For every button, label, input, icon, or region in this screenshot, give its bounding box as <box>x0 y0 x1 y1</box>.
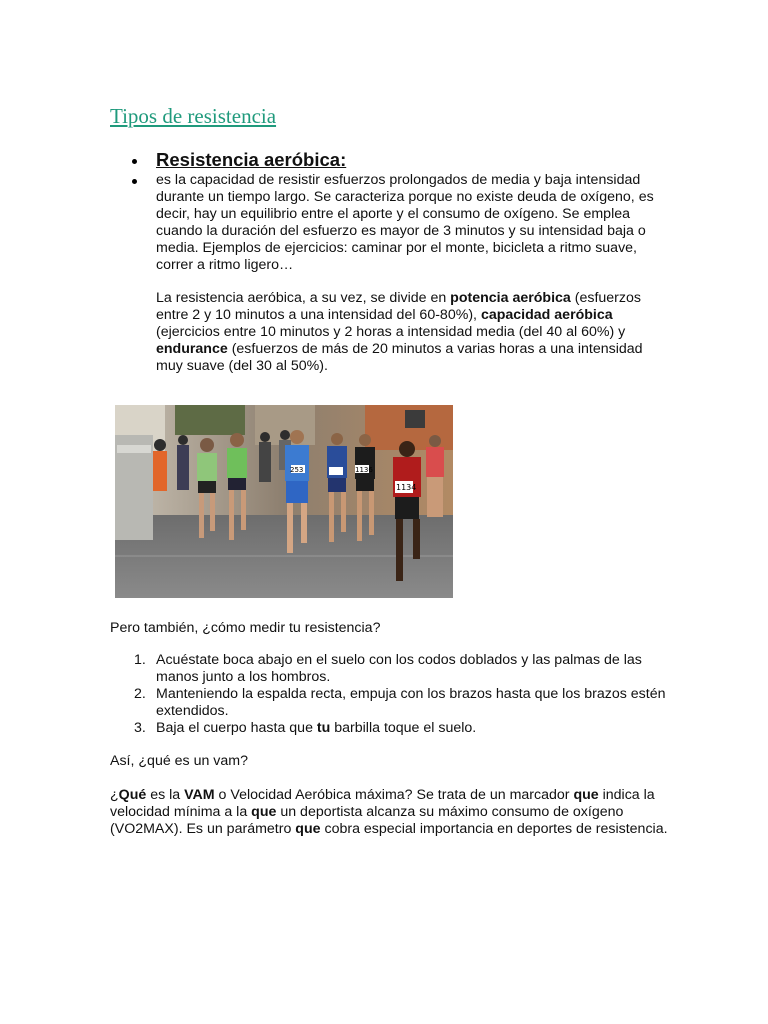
text-run: indica la velocidad mínima a la <box>110 787 655 820</box>
text-run: (esfuerzos de más de 20 minutos a varias horas a una intensidad muy suave (del 30 al 50%). <box>156 341 643 374</box>
step-item <box>110 652 670 686</box>
text-run: La resistencia aeróbica, a su vez, se divide en <box>156 290 451 307</box>
step-text: barbilla toque el suelo. <box>330 719 477 736</box>
steps-list <box>110 652 670 737</box>
step-number: 3. <box>134 719 146 736</box>
bib-number: 1136 <box>355 466 373 474</box>
bold-run: VAM <box>184 787 215 803</box>
text-run: un deportista alcanza su máximo consumo de oxígeno (VO2MAX). Es un parámetro <box>110 803 624 837</box>
bold-run: capacidad aeróbica <box>480 307 613 324</box>
bib-number: 253 <box>290 466 304 474</box>
page-title: Tipos de resistencia <box>110 104 277 128</box>
question-measure: Pero también, ¿cómo medir tu resistencia? <box>110 620 381 636</box>
step-text: Acuéstate boca abajo en el suelo con los codos doblados y las palmas de las manos junto a los hombros. <box>156 652 642 685</box>
bib-number: 1134 <box>396 483 417 492</box>
step-item <box>110 686 670 720</box>
paragraph-vam <box>110 787 670 838</box>
text-run: o Velocidad Aeróbica máxima? Se trata de un marcador <box>214 787 574 803</box>
step-item <box>110 720 670 737</box>
bold-run: Qué <box>118 787 147 803</box>
bold-run: que <box>251 803 277 820</box>
text-run: (ejercicios entre 10 minutos y 2 horas a intensidad media (del 40 al 60%) y <box>156 324 626 341</box>
step-text: Manteniendo la espalda recta, empuja con los brazos hasta que los brazos estén extendidos. <box>156 685 666 719</box>
question-vam: Así, ¿qué es un vam? <box>110 753 249 769</box>
bold-run: potencia aeróbica <box>450 290 571 307</box>
text-run: ¿ <box>110 787 119 803</box>
paragraph-definition: es la capacidad de resistir esfuerzos prolongados de media y baja intensidad durante un tiempo largo. Se caracteriza porque no existe deuda de oxígeno, es decir, hay un equilibrio entre el aporte y el consumo de oxígeno. Se emplea cuando la duración del esfuerzo es mayor de 3 minutos y su intensidad baja o media. Ejemplos de ejercicios: caminar por el monte, bicicleta a ritmo suave, correr a ritmo ligero… <box>156 172 654 273</box>
text-run: cobra especial importancia en deportes de resistencia. <box>320 820 668 837</box>
runners-photo <box>115 405 453 598</box>
bullet-list <box>130 148 660 375</box>
text-run: (esfuerzos entre 2 y 10 minutos a una intensidad del 60-80%), <box>156 290 641 324</box>
bold-run: endurance <box>156 341 228 358</box>
step-number: 1. <box>134 652 146 668</box>
bold-run: que <box>573 787 599 803</box>
bold-run: tu <box>316 719 331 736</box>
bullet-body <box>130 172 660 375</box>
step-number: 2. <box>134 685 146 702</box>
paragraph-division <box>156 290 660 375</box>
bold-run: que <box>295 820 321 837</box>
bullet-heading-text: Resistencia aeróbica: <box>156 149 347 170</box>
text-run: es la <box>146 787 185 803</box>
bullet-heading <box>130 148 660 172</box>
step-text: Baja el cuerpo hasta que <box>156 719 317 736</box>
